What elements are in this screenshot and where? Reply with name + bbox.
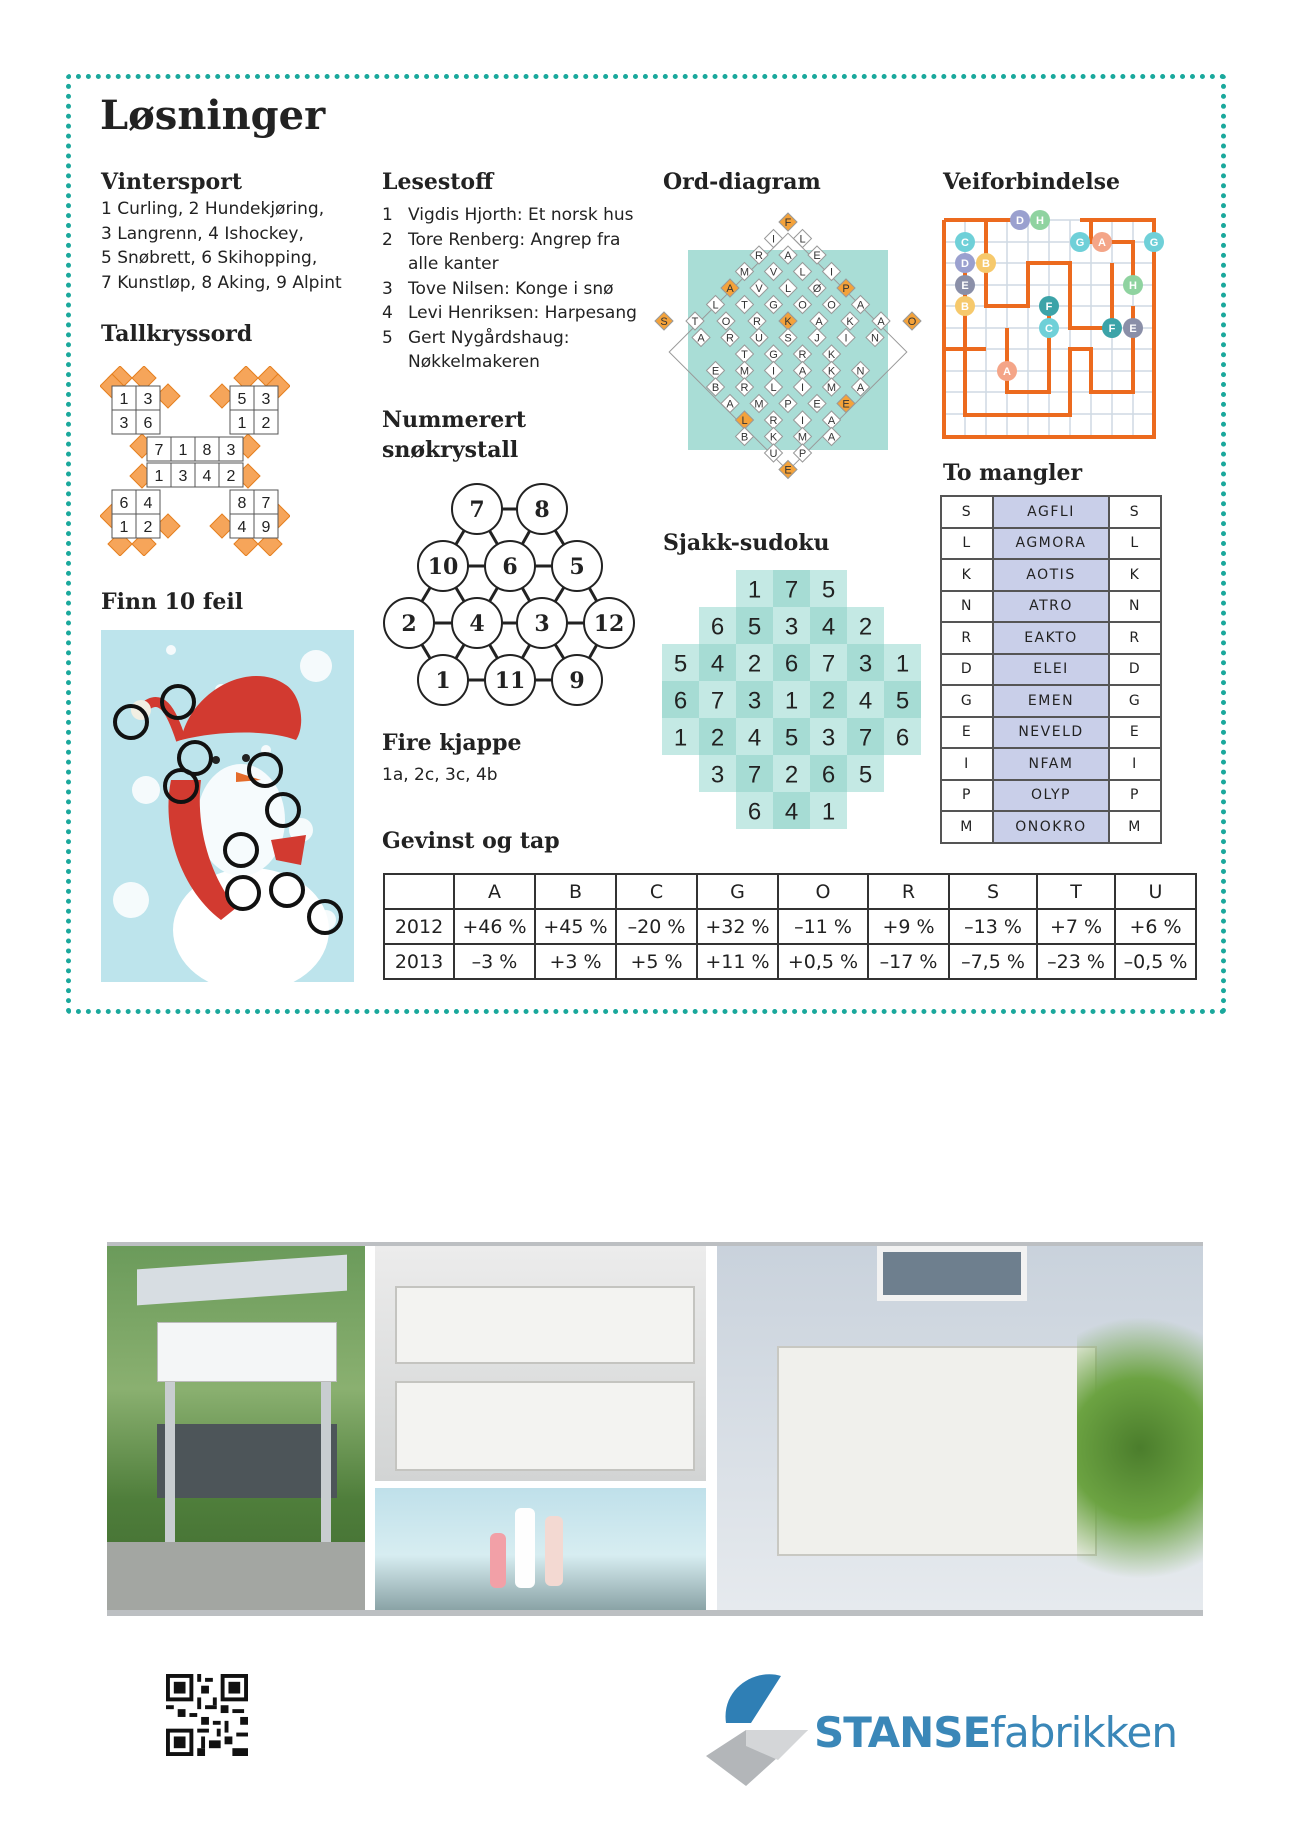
table-row bbox=[941, 654, 1161, 686]
mailbox-hallway-photo bbox=[717, 1246, 1203, 1610]
diagram-letter: O bbox=[907, 316, 917, 328]
digit: 4 bbox=[237, 519, 247, 536]
table-row bbox=[384, 874, 1196, 909]
sudoku-digit: 7 bbox=[784, 576, 799, 604]
mailbox-outdoor-photo bbox=[107, 1242, 365, 1610]
sudoku-digit: 1 bbox=[747, 576, 762, 604]
snowman-illustration bbox=[101, 630, 354, 982]
diagram-letter: G bbox=[769, 349, 778, 361]
sjakk-sudoku-title: Sjakk-sudoku bbox=[663, 530, 830, 556]
stansefabrikken-wordmark bbox=[814, 1708, 1177, 1757]
node-number: 3 bbox=[534, 611, 550, 637]
sudoku-digit: 7 bbox=[747, 761, 762, 789]
sudoku-digit: 2 bbox=[821, 687, 836, 715]
sudoku-digit: 2 bbox=[784, 761, 799, 789]
diagram-letter: P bbox=[798, 448, 807, 460]
list-item bbox=[382, 326, 637, 375]
to-mangler-title: To mangler bbox=[943, 460, 1083, 486]
diagram-letter: O bbox=[721, 316, 731, 328]
snokrystall-title bbox=[382, 406, 526, 465]
table-cell: R bbox=[868, 874, 949, 909]
diagram-letter: A bbox=[784, 250, 792, 262]
tallkryssord-grid bbox=[100, 366, 290, 556]
list-item bbox=[382, 277, 637, 302]
table-cell: +3 % bbox=[535, 944, 616, 979]
route-node-label: B bbox=[982, 258, 990, 270]
sudoku-digit: 6 bbox=[821, 761, 836, 789]
answer-line: 5 Snøbrett, 6 Skihopping, bbox=[101, 248, 318, 268]
fire-kjappe-title: Fire kjappe bbox=[382, 730, 522, 756]
item-text: Tove Nilsen: Konge i snø bbox=[408, 278, 614, 299]
table-cell: –0,5 % bbox=[1115, 944, 1196, 979]
letter-cell: D bbox=[1109, 654, 1161, 686]
letter-cell: I bbox=[941, 748, 993, 780]
diagram-letter: T bbox=[741, 349, 748, 361]
digit: 7 bbox=[261, 495, 271, 512]
letter-cell: D bbox=[941, 654, 993, 686]
sudoku-digit: 6 bbox=[710, 613, 725, 641]
letter-cell: G bbox=[941, 685, 993, 717]
lesestoff-title: Lesestoff bbox=[382, 169, 494, 195]
sudoku-digit: 3 bbox=[710, 761, 725, 789]
sudoku-digit: 4 bbox=[784, 798, 799, 826]
route-node-label: G bbox=[1149, 237, 1159, 249]
diagram-letter: M bbox=[754, 398, 764, 411]
table-cell: –11 % bbox=[778, 909, 868, 944]
route-node-label: C bbox=[961, 237, 969, 249]
veiforbindelse-title: Veiforbindelse bbox=[943, 169, 1120, 195]
word-cell: AGMORA bbox=[993, 528, 1109, 560]
diagram-letter: L bbox=[799, 233, 806, 246]
stansefabrikken-logo-icon bbox=[706, 1668, 816, 1788]
gevinst-og-tap-title: Gevinst og tap bbox=[382, 828, 560, 854]
letter-cell: S bbox=[941, 496, 993, 528]
sudoku-digit: 5 bbox=[747, 613, 762, 641]
answer-line: 1 Curling, 2 Hundekjøring, bbox=[101, 199, 325, 219]
table-row bbox=[941, 780, 1161, 812]
diagram-letter: I bbox=[844, 332, 848, 345]
brand-light: fabrikken bbox=[990, 1708, 1177, 1757]
sudoku-digit: 2 bbox=[858, 613, 873, 641]
letter-cell: E bbox=[1109, 717, 1161, 749]
table-cell: –13 % bbox=[949, 909, 1037, 944]
diagram-letter: A bbox=[697, 332, 705, 345]
table-row bbox=[941, 496, 1161, 528]
diagram-letter: O bbox=[827, 299, 836, 312]
digit: 1 bbox=[119, 519, 129, 536]
digit: 4 bbox=[143, 495, 153, 512]
route-node-label: D bbox=[961, 258, 969, 270]
diagram-letter: T bbox=[691, 316, 699, 328]
vintersport-answer bbox=[101, 197, 342, 295]
letter-cell: N bbox=[941, 591, 993, 623]
digit: 6 bbox=[119, 495, 129, 512]
node-number: 11 bbox=[494, 668, 526, 694]
answer-line: 3 Langrenn, 4 Ishockey, bbox=[101, 223, 304, 244]
diagram-letter: I bbox=[771, 365, 776, 378]
diagram-letter: G bbox=[769, 299, 778, 312]
route-node-label: F bbox=[1045, 301, 1053, 313]
brand-bold: STANSE bbox=[814, 1708, 991, 1757]
table-row bbox=[941, 811, 1161, 843]
table-cell: O bbox=[778, 874, 868, 909]
table-row bbox=[941, 591, 1161, 623]
sudoku-digit: 7 bbox=[710, 687, 725, 715]
table-cell: +9 % bbox=[868, 909, 949, 944]
letter-cell: I bbox=[1109, 748, 1161, 780]
item-text: Vigdis Hjorth: Et norsk hus bbox=[408, 205, 634, 225]
sudoku-digit: 6 bbox=[747, 798, 762, 826]
diagram-letter: E bbox=[813, 398, 821, 411]
route-node-label: E bbox=[1129, 323, 1137, 335]
table-cell: +5 % bbox=[616, 944, 697, 979]
diagram-letter: K bbox=[827, 349, 836, 361]
table-cell: +6 % bbox=[1115, 909, 1196, 944]
digit: 4 bbox=[202, 468, 212, 485]
diagram-letter: U bbox=[769, 448, 778, 460]
word-cell: AOTIS bbox=[993, 559, 1109, 591]
table-row bbox=[941, 717, 1161, 749]
sudoku-digit: 5 bbox=[858, 761, 873, 789]
word-cell: NFAM bbox=[993, 748, 1109, 780]
diagram-letter: L bbox=[712, 299, 719, 312]
digit: 3 bbox=[143, 391, 153, 408]
digit: 3 bbox=[119, 415, 129, 432]
list-item bbox=[382, 228, 637, 277]
diagram-letter: A bbox=[726, 283, 734, 295]
diagram-letter: A bbox=[827, 431, 836, 444]
table-row bbox=[941, 622, 1161, 654]
letter-cell: L bbox=[941, 528, 993, 560]
letter-cell: M bbox=[941, 811, 993, 843]
table-cell: +32 % bbox=[697, 909, 778, 944]
snokrystall-graph bbox=[380, 480, 640, 710]
table-cell: T bbox=[1037, 874, 1115, 909]
diagram-letter: A bbox=[856, 382, 865, 394]
item-text: Nøkkelmakeren bbox=[408, 352, 540, 372]
diagram-letter: E bbox=[784, 464, 792, 477]
word-cell: EAKTO bbox=[993, 622, 1109, 654]
diagram-letter: V bbox=[769, 266, 778, 279]
table-cell: +45 % bbox=[535, 909, 616, 944]
title-line: snøkrystall bbox=[382, 436, 519, 463]
sudoku-digit: 6 bbox=[673, 687, 688, 715]
digit: 5 bbox=[237, 391, 247, 408]
diagram-letter: S bbox=[784, 332, 792, 345]
table-cell: G bbox=[697, 874, 778, 909]
sudoku-digit: 1 bbox=[673, 724, 688, 752]
table-cell: B bbox=[535, 874, 616, 909]
letter-cell: N bbox=[1109, 591, 1161, 623]
letter-cell: K bbox=[941, 559, 993, 591]
sudoku-digit: 1 bbox=[784, 687, 799, 715]
sudoku-digit: 3 bbox=[858, 650, 873, 678]
mailbox-indoor-photo bbox=[375, 1246, 706, 1481]
node-number: 4 bbox=[469, 611, 485, 637]
digit: 8 bbox=[202, 442, 212, 459]
diagram-letter: S bbox=[660, 316, 668, 328]
diagram-letter: M bbox=[739, 365, 750, 378]
route-node-label: F bbox=[1108, 323, 1116, 335]
table-cell: –20 % bbox=[616, 909, 697, 944]
word-cell: ONOKRO bbox=[993, 811, 1109, 843]
word-cell: ELEI bbox=[993, 654, 1109, 686]
diagram-letter: R bbox=[769, 415, 778, 427]
diagram-letter: L bbox=[770, 382, 777, 394]
table-cell: –17 % bbox=[868, 944, 949, 979]
sudoku-digit: 3 bbox=[784, 613, 799, 641]
table-cell: +7 % bbox=[1037, 909, 1115, 944]
route-node-label: H bbox=[1129, 280, 1137, 292]
veiforbindelse-grid bbox=[940, 205, 1180, 440]
digit: 7 bbox=[154, 442, 164, 459]
qr-code-icon[interactable] bbox=[166, 1674, 248, 1756]
letter-cell: G bbox=[1109, 685, 1161, 717]
gevinst-og-tap-table bbox=[383, 873, 1197, 980]
diagram-letter: T bbox=[741, 299, 748, 312]
photo-strip-bottom-bar bbox=[107, 1610, 1203, 1616]
table-cell: +0,5 % bbox=[778, 944, 868, 979]
item-number: 1 bbox=[382, 205, 393, 225]
vintersport-title: Vintersport bbox=[101, 169, 242, 195]
letter-cell: E bbox=[941, 717, 993, 749]
table-cell: +46 % bbox=[454, 909, 535, 944]
diagram-letter: V bbox=[755, 283, 763, 295]
tallkryssord-title: Tallkryssord bbox=[101, 321, 253, 347]
digit: 2 bbox=[226, 468, 236, 485]
list-item bbox=[382, 203, 637, 228]
sudoku-digit: 6 bbox=[784, 650, 799, 678]
diagram-letter: A bbox=[856, 299, 865, 312]
letter-cell: K bbox=[1109, 559, 1161, 591]
route-node-label: A bbox=[1098, 237, 1106, 249]
sjakk-sudoku-grid bbox=[662, 570, 922, 832]
sudoku-digit: 3 bbox=[821, 724, 836, 752]
title-line: Nummerert bbox=[382, 407, 526, 433]
table-cell: +11 % bbox=[697, 944, 778, 979]
word-cell: EMEN bbox=[993, 685, 1109, 717]
item-number: 4 bbox=[382, 303, 393, 323]
diagram-letter: A bbox=[877, 316, 885, 328]
node-number: 12 bbox=[593, 611, 625, 637]
table-row bbox=[941, 748, 1161, 780]
table-cell: A bbox=[454, 874, 535, 909]
sudoku-digit: 2 bbox=[747, 650, 762, 678]
digit: 9 bbox=[261, 519, 271, 536]
diagram-letter: I bbox=[800, 415, 805, 427]
diagram-letter: I bbox=[771, 233, 776, 246]
node-number: 8 bbox=[534, 497, 550, 523]
diagram-letter: B bbox=[711, 382, 720, 394]
route-node-label: G bbox=[1075, 237, 1085, 249]
table-cell: –3 % bbox=[454, 944, 535, 979]
diagram-letter: N bbox=[856, 365, 865, 378]
diagram-letter: K bbox=[784, 316, 792, 328]
diagram-letter: O bbox=[798, 299, 807, 312]
sudoku-digit: 4 bbox=[858, 687, 873, 715]
route-node-label: E bbox=[961, 280, 969, 292]
diagram-letter: J bbox=[814, 332, 820, 345]
word-cell: ATRO bbox=[993, 591, 1109, 623]
sudoku-digit: 5 bbox=[784, 724, 799, 752]
lesestoff-list bbox=[382, 203, 637, 375]
fire-kjappe-answer: 1a, 2c, 3c, 4b bbox=[382, 765, 498, 785]
diagram-letter: R bbox=[755, 250, 763, 262]
letter-cell: S bbox=[1109, 496, 1161, 528]
digit: 8 bbox=[237, 495, 247, 512]
table-row bbox=[384, 944, 1196, 979]
diagram-letter: P bbox=[784, 398, 792, 411]
answer-line: 7 Kunstløp, 8 Aking, 9 Alpint bbox=[101, 272, 342, 293]
diagram-letter: B bbox=[740, 431, 749, 444]
sudoku-digit: 2 bbox=[710, 724, 725, 752]
diagram-letter: K bbox=[769, 431, 778, 444]
table-cell: –23 % bbox=[1037, 944, 1115, 979]
digit: 1 bbox=[154, 468, 164, 485]
node-number: 9 bbox=[569, 668, 585, 694]
route-node-label: H bbox=[1036, 215, 1044, 227]
digit: 3 bbox=[261, 391, 271, 408]
sudoku-digit: 5 bbox=[895, 687, 910, 715]
digit: 1 bbox=[237, 415, 247, 432]
diagram-letter: N bbox=[871, 332, 879, 345]
table-cell: 2013 bbox=[384, 944, 454, 979]
diagram-letter: E bbox=[842, 398, 850, 411]
table-row bbox=[941, 559, 1161, 591]
sudoku-digit: 4 bbox=[710, 650, 725, 678]
digit: 3 bbox=[178, 468, 188, 485]
item-text: alle kanter bbox=[408, 254, 499, 274]
route-node-label: B bbox=[961, 301, 969, 313]
table-cell: C bbox=[616, 874, 697, 909]
table-cell bbox=[384, 874, 454, 909]
diagram-letter: E bbox=[711, 365, 720, 378]
table-row bbox=[941, 685, 1161, 717]
finn-10-feil-title: Finn 10 feil bbox=[101, 589, 244, 615]
to-mangler-table bbox=[940, 495, 1162, 844]
diagram-letter: I bbox=[800, 382, 805, 394]
diagram-letter: A bbox=[815, 316, 823, 328]
diagram-letter: A bbox=[726, 398, 734, 411]
ord-diagram-grid bbox=[650, 212, 926, 492]
digit: 2 bbox=[261, 415, 271, 432]
item-number: 5 bbox=[382, 327, 393, 348]
item-text: Tore Renberg: Angrep fra bbox=[408, 229, 621, 250]
word-cell: OLYP bbox=[993, 780, 1109, 812]
digit: 2 bbox=[143, 519, 153, 536]
node-number: 1 bbox=[435, 668, 451, 694]
table-cell: S bbox=[949, 874, 1037, 909]
table-cell: 2012 bbox=[384, 909, 454, 944]
word-cell: AGFLI bbox=[993, 496, 1109, 528]
diagram-letter: R bbox=[798, 349, 807, 361]
letter-cell: L bbox=[1109, 528, 1161, 560]
letter-cell: M bbox=[1109, 811, 1161, 843]
item-number: 2 bbox=[382, 229, 393, 250]
item-number: 3 bbox=[382, 278, 393, 299]
node-number: 5 bbox=[569, 554, 585, 580]
table-row bbox=[384, 909, 1196, 944]
letter-cell: R bbox=[941, 622, 993, 654]
table-cell: –7,5 % bbox=[949, 944, 1037, 979]
letter-cell: R bbox=[1109, 622, 1161, 654]
item-text: Gert Nygårdshaug: bbox=[408, 327, 570, 348]
sudoku-digit: 4 bbox=[747, 724, 762, 752]
table-row bbox=[941, 528, 1161, 560]
diagram-letter: L bbox=[784, 283, 792, 295]
word-cell: NEVELD bbox=[993, 717, 1109, 749]
diagram-letter: L bbox=[799, 266, 806, 279]
route-node-label: A bbox=[1003, 366, 1011, 378]
node-number: 6 bbox=[502, 554, 518, 580]
letter-cell: P bbox=[941, 780, 993, 812]
diagram-letter: K bbox=[827, 365, 836, 378]
sudoku-digit: 4 bbox=[821, 613, 836, 641]
diagram-letter: Ø bbox=[812, 283, 822, 295]
diagram-letter: A bbox=[827, 415, 836, 427]
sudoku-digit: 7 bbox=[858, 724, 873, 752]
table-cell: U bbox=[1115, 874, 1196, 909]
list-item bbox=[382, 301, 637, 326]
diagram-letter: L bbox=[741, 415, 748, 427]
route-node-label: C bbox=[1045, 323, 1053, 335]
diagram-letter: F bbox=[784, 217, 792, 229]
digit: 1 bbox=[119, 391, 129, 408]
diagram-letter: A bbox=[798, 365, 807, 378]
diagram-letter: M bbox=[797, 431, 808, 444]
sudoku-digit: 7 bbox=[821, 650, 836, 678]
diagram-letter: M bbox=[826, 382, 837, 394]
item-text: Levi Henriksen: Harpesang bbox=[408, 303, 637, 323]
sudoku-digit: 3 bbox=[747, 687, 762, 715]
diagram-letter: M bbox=[739, 266, 750, 279]
page-title: Løsninger bbox=[100, 92, 326, 139]
diagram-letter: K bbox=[846, 316, 854, 328]
node-number: 7 bbox=[469, 497, 485, 523]
diagram-letter: U bbox=[755, 332, 763, 345]
photo-strip-top-bar bbox=[107, 1242, 1203, 1246]
node-number: 2 bbox=[401, 611, 417, 637]
diagram-letter: R bbox=[726, 332, 734, 345]
sudoku-digit: 5 bbox=[821, 576, 836, 604]
sudoku-digit: 1 bbox=[895, 650, 910, 678]
ord-diagram-title: Ord-diagram bbox=[663, 169, 821, 195]
digit: 1 bbox=[178, 442, 188, 459]
route-node-label: D bbox=[1016, 215, 1024, 227]
beach-family-photo bbox=[375, 1488, 706, 1610]
diagram-letter: E bbox=[813, 250, 821, 262]
sudoku-digit: 5 bbox=[673, 650, 688, 678]
diagram-letter: I bbox=[829, 266, 834, 279]
diagram-letter: P bbox=[842, 283, 850, 295]
diagram-letter: R bbox=[753, 316, 761, 328]
sudoku-digit: 6 bbox=[895, 724, 910, 752]
letter-cell: P bbox=[1109, 780, 1161, 812]
diagram-letter: R bbox=[740, 382, 749, 394]
node-number: 10 bbox=[427, 554, 459, 580]
sudoku-digit: 1 bbox=[821, 798, 836, 826]
digit: 3 bbox=[226, 442, 236, 459]
digit: 6 bbox=[143, 415, 153, 432]
